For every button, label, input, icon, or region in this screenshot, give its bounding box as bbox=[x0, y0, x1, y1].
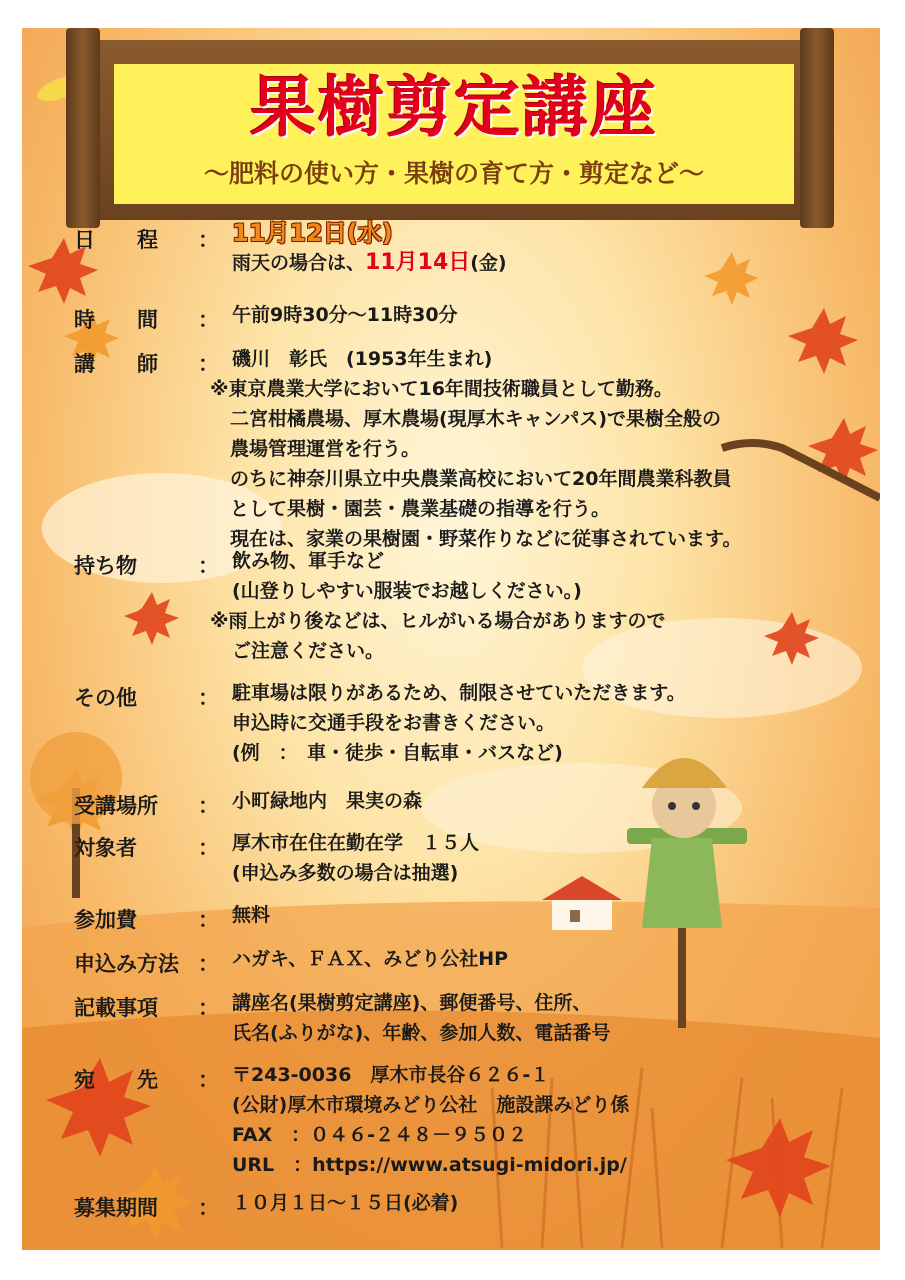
board-post-left bbox=[66, 28, 100, 228]
bio-line: 農場管理運営を行う。 bbox=[230, 438, 421, 460]
separator: ： bbox=[198, 952, 219, 976]
label-other: その他 bbox=[74, 686, 137, 710]
url-line: URL ：https://www.atsugi-midori.jp/ bbox=[232, 1154, 627, 1176]
belongings-line: (山登りしやすい服装でお越しください。) bbox=[232, 580, 582, 602]
separator: ： bbox=[198, 794, 219, 818]
value-fee: 無料 bbox=[232, 904, 271, 926]
other-line: 申込時に交通手段をお書きください。 bbox=[232, 712, 556, 734]
rain-date-line bbox=[232, 248, 507, 278]
label-target: 対象者 bbox=[74, 836, 137, 860]
separator: ： bbox=[198, 554, 219, 578]
bio-line: ※東京農業大学において16年間技術職員として勤務。 bbox=[210, 378, 673, 400]
items-line: 講座名(果樹剪定講座)、郵便番号、住所、 bbox=[232, 992, 592, 1014]
label-method: 申込み方法 bbox=[74, 952, 179, 976]
label-instructor: 講 師 bbox=[74, 352, 158, 376]
house-illustration bbox=[542, 876, 622, 930]
separator: ： bbox=[198, 1196, 219, 1220]
label-schedule: 日 程 bbox=[74, 228, 158, 252]
target-line: 厚木市在住在勤在学 １５人 bbox=[232, 832, 480, 854]
separator: ： bbox=[198, 686, 219, 710]
address-line: (公財)厚木市環境みどり公社 施設課みどり係 bbox=[232, 1094, 630, 1116]
label-time: 時 間 bbox=[74, 308, 158, 332]
value-instructor: 磯川 彰氏 (1953年生まれ) bbox=[232, 348, 493, 370]
schedule-date: 11月12日(水) bbox=[232, 219, 393, 247]
board-post-right bbox=[800, 28, 834, 228]
separator: ： bbox=[198, 228, 219, 252]
flyer bbox=[22, 28, 880, 1250]
value-items bbox=[232, 988, 610, 1048]
rain-date: 11月14日 bbox=[365, 250, 471, 275]
value-address bbox=[232, 1060, 629, 1180]
page-subtitle: ～肥料の使い方・果樹の育て方・剪定など～ bbox=[203, 159, 704, 188]
value-time: 午前9時30分～11時30分 bbox=[232, 304, 458, 326]
value-other bbox=[232, 678, 686, 768]
separator: ： bbox=[198, 352, 219, 376]
rain-suffix: (金) bbox=[470, 252, 507, 274]
value-belongings bbox=[210, 546, 666, 666]
value-method: ハガキ、ＦＡＸ、みどり公社HP bbox=[232, 948, 509, 970]
label-period: 募集期間 bbox=[74, 1196, 158, 1220]
separator: ： bbox=[198, 1068, 219, 1092]
belongings-line: 飲み物、軍手など bbox=[232, 550, 385, 572]
fax-line: FAX ：０４６-２４８－９５０２ bbox=[232, 1124, 528, 1146]
bio-line: として果樹・園芸・農業基礎の指導を行う。 bbox=[230, 498, 611, 520]
separator: ： bbox=[198, 308, 219, 332]
bio-line: 現在は、家業の果樹園・野菜作りなどに従事されています。 bbox=[230, 528, 742, 550]
label-items: 記載事項 bbox=[74, 996, 158, 1020]
page-title: 果樹剪定講座 bbox=[250, 69, 658, 146]
separator: ： bbox=[198, 908, 219, 932]
other-line: 駐車場は限りがあるため、制限させていただきます。 bbox=[232, 682, 686, 704]
rain-prefix: 雨天の場合は、 bbox=[232, 252, 366, 274]
bio-line: のちに神奈川県立中央農業高校において20年間農業科教員 bbox=[230, 468, 732, 490]
separator: ： bbox=[198, 836, 219, 860]
label-fee: 参加費 bbox=[74, 908, 137, 932]
value-period: １０月１日～１５日(必着) bbox=[232, 1192, 459, 1214]
items-line: 氏名(ふりがな)、年齢、参加人数、電話番号 bbox=[232, 1022, 611, 1044]
value-schedule bbox=[232, 218, 507, 278]
value-venue: 小町緑地内 果実の森 bbox=[232, 790, 423, 812]
other-line: (例 ： 車・徒歩・自転車・バスなど) bbox=[232, 742, 563, 764]
belongings-note: ※雨上がり後などは、ヒルがいる場合がありますので bbox=[210, 610, 666, 632]
address-line: 〒243-0036 厚木市長谷６２６-１ bbox=[232, 1064, 550, 1086]
instructor-bio bbox=[210, 374, 741, 554]
bio-line: 二宮柑橘農場、厚木農場(現厚木キャンパス)で果樹全般の bbox=[230, 408, 722, 430]
separator: ： bbox=[198, 996, 219, 1020]
target-line: (申込み多数の場合は抽選) bbox=[232, 862, 459, 884]
label-belongings: 持ち物 bbox=[74, 554, 137, 578]
label-address: 宛 先 bbox=[74, 1068, 158, 1092]
value-target bbox=[232, 828, 479, 888]
belongings-note: ご注意ください。 bbox=[232, 640, 385, 662]
label-venue: 受講場所 bbox=[74, 794, 158, 818]
